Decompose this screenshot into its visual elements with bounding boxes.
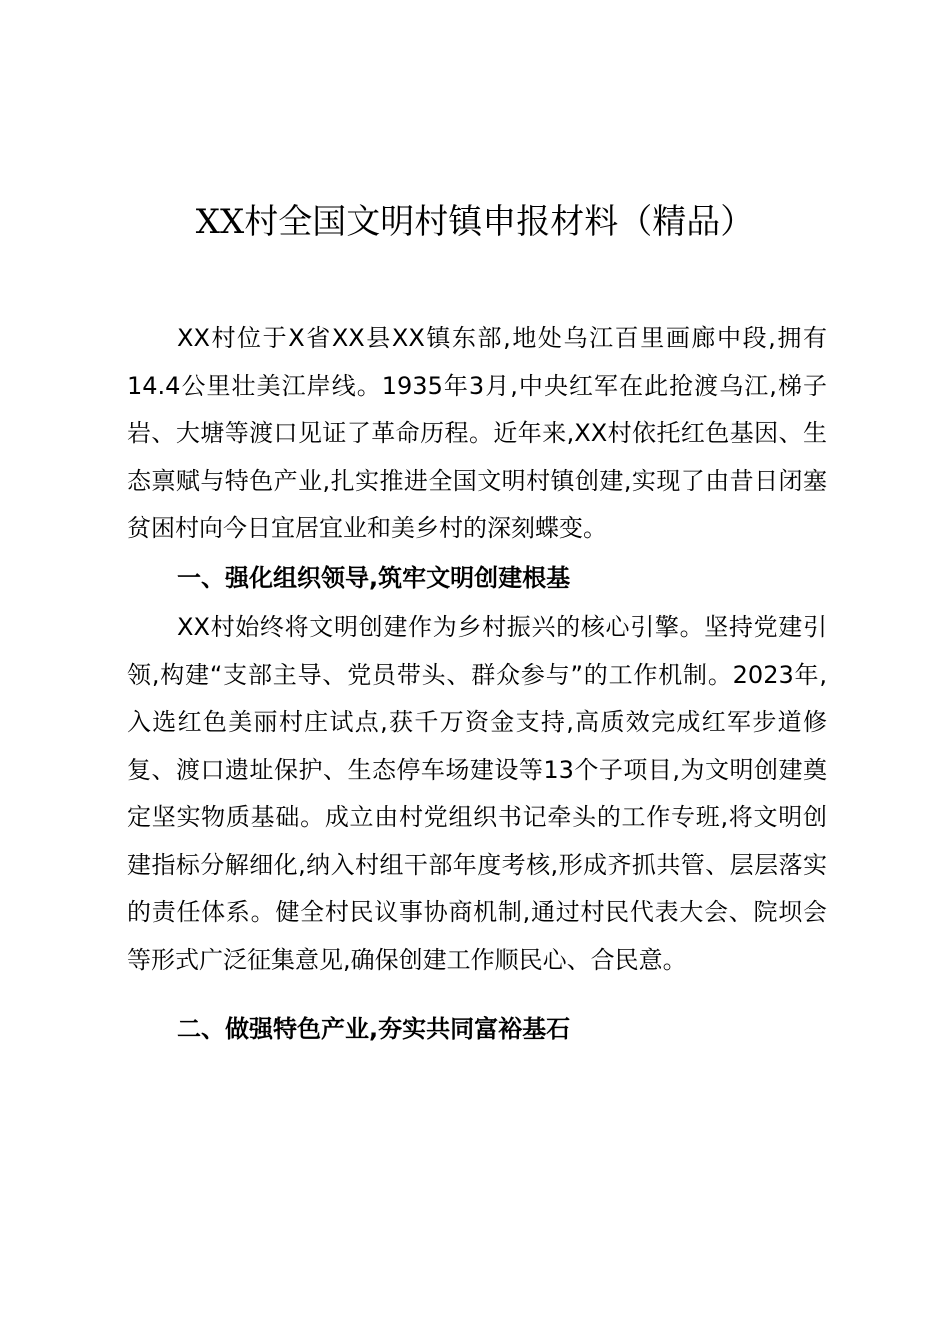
- document-title: XX村全国文明村镇申报材料（精品）: [195, 202, 755, 242]
- section-1-paragraph: XX村始终将文明创建作为乡村振兴的核心引擎。坚持党建引领,构建“支部主导、党员带头、群众参与”的工作机制。2023年,入选红色美丽村庄试点,获千万资金支持,高质效完成红军步道修复、渡口遗址保护、生态停车场建设等13个子项目,为文明创建奠定坚实物质基础。成立由村党组织书记牵头的工作专班,将文明创建指标分解细化,纳入村组干部年度考核,形成齐抓共管、层层落实的责任体系。健全村民议事协商机制,通过村民代表大会、院坝会等形式广泛征集意见,确保创建工作顺民心、合民意。: [127, 613, 827, 974]
- document-body: [127, 315, 827, 1054]
- section-1-heading: 一、强化组织领导,筑牢文明创建根基: [177, 563, 571, 592]
- section-2-heading: 二、做强特色产业,夯实共同富裕基石: [177, 1015, 571, 1043]
- intro-paragraph: XX村位于X省XX县XX镇东部,地处乌江百里画廊中段,拥有14.4公里壮美江岸线。1935年3月,中央红军在此抢渡乌江,梯子岩、大塘等渡口见证了革命历程。近年来,XX村依托红色基因、生态禀赋与特色产业,扎实推进全国文明村镇创建,实现了由昔日闭塞贫困村向今日宜居宜业和美乡村的深刻蝶变。: [127, 324, 827, 542]
